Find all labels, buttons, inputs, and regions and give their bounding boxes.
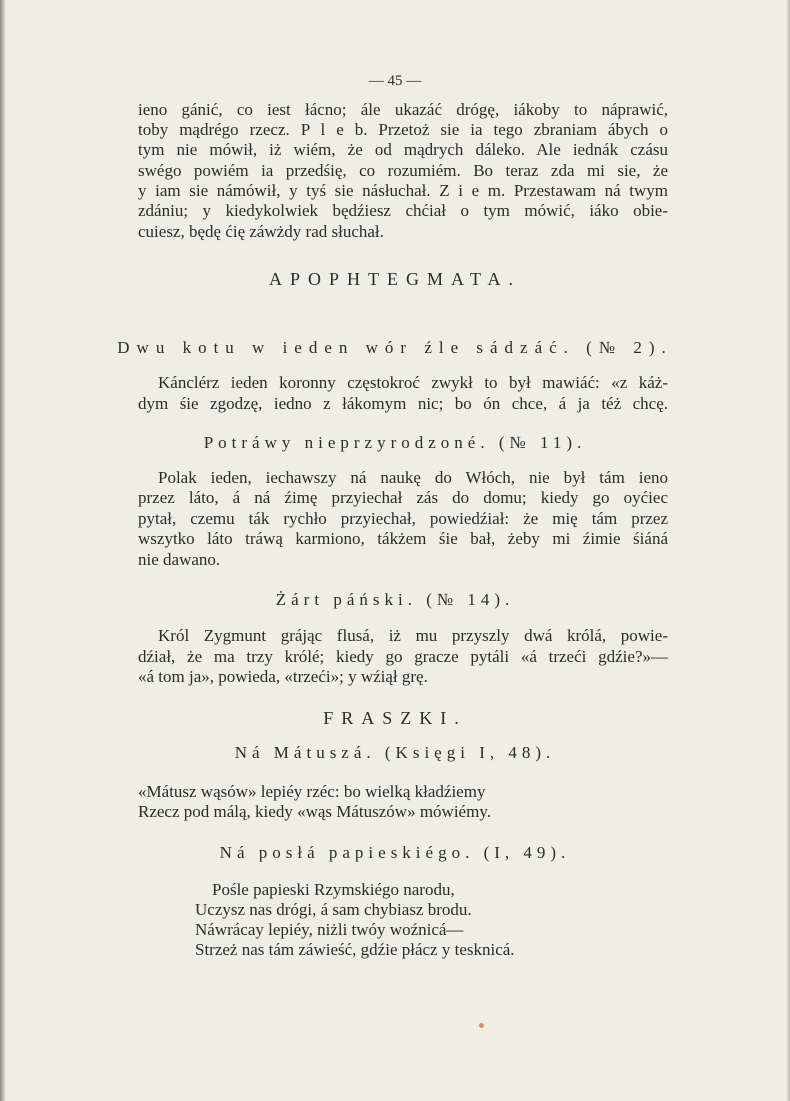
text-line: swégo powiém ia przedśię, co rozumiém. Bo teraz zda mi sie, że: [138, 161, 668, 180]
section-title-apophtegmata: APOPHTEGMATA.: [268, 269, 522, 289]
text-line: cuiesz, będę ćię záwżdy rad słuchał.: [138, 222, 384, 241]
text-line: nie dawano.: [138, 550, 221, 569]
text-line: tym nie mówił, iż wiém, że od mądrych dáleko. Ale iednák czásu: [138, 140, 668, 159]
page-number: — 45 —: [368, 73, 422, 89]
item-heading: Żárt páński. (№ 14).: [275, 590, 515, 609]
text-line: dźiał, że ma trzy królé; kiedy go gracze pytáli «á trzeći gdźie?»—: [138, 647, 668, 666]
section-title-fraszki: FRASZKI.: [323, 708, 467, 728]
verse-line: Pośle papieski Rzymskiégo narodu,: [212, 880, 455, 899]
text-line: zdániu; y kiedykolwiek będźiesz chćiał o tym mówić, iáko obie-: [138, 201, 668, 220]
ink-spot: [479, 1023, 484, 1028]
text-line: toby mądrégo rzecz. P l e b. Przetoż sie ia tego zbraniam ábych o: [138, 120, 668, 139]
text-line: wszytko láto tráwą karmiono, tákżem śie bał, żeby mi źimie śiáná: [138, 529, 668, 548]
item-heading: Dwu kotu w ieden wór źle sádzáć. (№ 2).: [117, 338, 673, 357]
item-heading: Potráwy nieprzyrodzoné. (№ 11).: [203, 433, 587, 452]
verse-line: Náwrácay lepiéy, niżli twóy woźnicá—: [195, 920, 464, 939]
text-line: dym śie zgodzę, iedno z łákomym nic; bo ón chce, á ja téż chcę.: [138, 394, 668, 413]
text-line: Polak ieden, iechawszy ná naukę do Włóch, nie był tám ieno: [158, 468, 668, 487]
text-line: Król Zygmunt grájąc flusá, iż mu przyszly dwá królá, powie-: [158, 626, 668, 645]
text-line: «á tom ja», powieda, «trzeći»; y wźiął grę.: [138, 667, 428, 686]
page-edge-shadow: [786, 0, 790, 1101]
text-line: pytał, czemu ták rychło przyiechał, powiedźiał: że mię tám przez: [138, 509, 668, 528]
text-line: ieno gánić, co iest łácno; ále ukazáć drógę, iákoby to náprawić,: [138, 100, 668, 119]
item-heading: Ná Mátuszá. (Księgi I, 48).: [234, 743, 556, 762]
verse-line: Uczysz nas drógi, á sam chybiasz brodu.: [195, 900, 472, 919]
text-line: przez láto, á ná źimę przyiechał zás do domu; kiedy go oyćiec: [138, 488, 668, 507]
verse-line: Strzeż nas tám záwieść, gdźie płácz y tesknicá.: [195, 940, 515, 959]
verse-line: «Mátusz wąsów» lepiéy rzéc: bo wielką kładźiemy: [138, 782, 486, 801]
page-edge-shadow: [0, 0, 6, 1101]
item-heading: Ná posłá papieskiégo. (I, 49).: [219, 843, 571, 862]
text-line: y iam sie námówił, y tyś sie násłuchał. Z i e m. Przestawam ná twym: [138, 181, 668, 200]
verse-line: Rzecz pod málą, kiedy «wąs Mátuszów» mówiémy.: [138, 802, 491, 821]
text-line: Kánclérz ieden koronny częstokroć zwykł to był mawiáć: «z káż-: [158, 373, 668, 392]
